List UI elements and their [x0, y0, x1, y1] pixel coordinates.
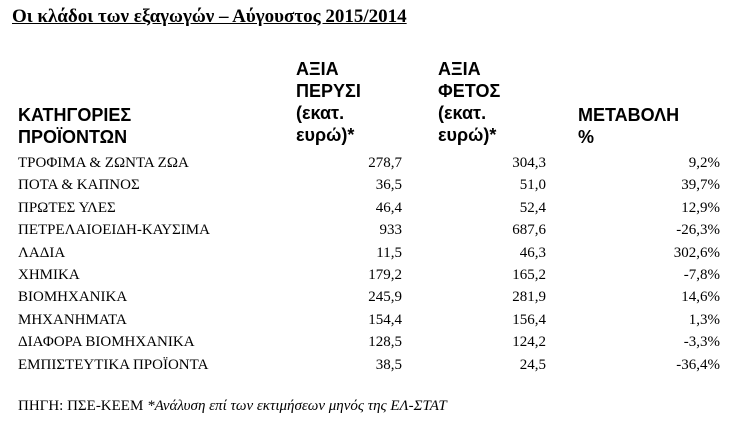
previous-value-cell: 154,4 [368, 311, 402, 328]
current-value-cell: 52,4 [519, 199, 546, 216]
current-value-cell: 304,3 [512, 155, 546, 171]
header-line: ευρώ)* [296, 125, 355, 145]
source-label: ΠΗΓΗ: ΠΣΕ-ΚΕΕΜ [18, 398, 148, 414]
current-value-cell: 124,2 [512, 334, 546, 351]
category-cell: ΒΙΟΜΗΧΑΝΙΚΑ [18, 289, 128, 306]
table-row [0, 331, 748, 353]
current-value-cell: 51,0 [519, 177, 546, 194]
page-title: Οι κλάδοι των εξαγωγών – Αύγουστος 2015/2014 [12, 6, 407, 27]
table-row [0, 264, 748, 286]
column-header-previous-value [296, 58, 361, 146]
column-header-change [578, 104, 679, 148]
header-line: ΜΕΤΑΒΟΛΗ [578, 105, 680, 125]
previous-value-cell: 38,5 [375, 356, 402, 373]
column-header-category [18, 104, 131, 148]
change-cell: 302,6% [673, 244, 720, 261]
table-row [0, 152, 748, 174]
previous-value-cell: 179,2 [368, 266, 402, 283]
current-value-cell: 46,3 [519, 244, 546, 261]
header-line: ΚΑΤΗΓΟΡΙΕΣ [18, 105, 132, 125]
change-cell: 39,7% [681, 177, 720, 194]
header-line: ΠΡΟΪΟΝΤΩΝ [18, 127, 128, 147]
table-row [0, 174, 748, 196]
category-cell: ΤΡΟΦΙΜΑ & ΖΩΝΤΑ ΖΩΑ [18, 155, 189, 171]
header-line: ΑΞΙΑ [438, 59, 481, 79]
header-line: ΠΕΡΥΣΙ [296, 81, 361, 101]
change-cell: 1,3% [688, 311, 720, 328]
change-cell: -36,4% [676, 356, 720, 373]
previous-value-cell: 11,5 [376, 244, 402, 261]
previous-value-cell: 128,5 [368, 334, 402, 351]
previous-value-cell: 245,9 [368, 289, 402, 306]
table-row [0, 354, 748, 376]
category-cell: ΠΡΩΤΕΣ ΥΛΕΣ [18, 199, 116, 216]
current-value-cell: 165,2 [512, 266, 546, 283]
category-cell: ΔΙΑΦΟΡΑ ΒΙΟΜΗΧΑΝΙΚΑ [18, 334, 195, 351]
category-cell: ΜΗΧΑΝΗΜΑΤΑ [18, 311, 127, 328]
category-cell: ΠΕΤΡΕΛΑΙΟΕΙΔΗ-ΚΑΥΣΙΜΑ [18, 222, 210, 239]
header-line: ΑΞΙΑ [296, 59, 339, 79]
table-row [0, 309, 748, 331]
column-header-current-value [438, 58, 500, 146]
current-value-cell: 281,9 [512, 289, 546, 306]
header-line: % [578, 127, 595, 147]
previous-value-cell: 278,7 [368, 155, 402, 171]
change-cell: 12,9% [681, 199, 720, 216]
previous-value-cell: 46,4 [375, 199, 402, 216]
change-cell: -26,3% [676, 222, 720, 239]
previous-value-cell: 933 [379, 222, 402, 239]
change-cell: -3,3% [683, 334, 720, 351]
header-line: ΦΕΤΟΣ [438, 81, 501, 101]
table-row [0, 242, 748, 264]
category-cell: ΧΗΜΙΚΑ [18, 266, 80, 283]
source-footnote [18, 398, 447, 415]
category-cell: ΛΑΔΙΑ [18, 244, 66, 261]
table-row [0, 219, 748, 241]
current-value-cell: 24,5 [519, 356, 546, 373]
category-cell: ΕΜΠΙΣΤΕΥΤΙΚΑ ΠΡΟΪΟΝΤΑ [18, 356, 209, 373]
current-value-cell: 687,6 [512, 222, 546, 239]
category-cell: ΠΟΤΑ & ΚΑΠΝΟΣ [18, 177, 140, 194]
source-note: *Ανάλυση επί των εκτιμήσεων μηνός της ΕΛ-ΣΤΑΤ [147, 398, 447, 414]
table-row [0, 286, 748, 308]
change-cell: -7,8% [683, 266, 720, 283]
header-line: (εκατ. [438, 103, 487, 123]
current-value-cell: 156,4 [512, 311, 546, 328]
previous-value-cell: 36,5 [375, 177, 402, 194]
header-line: (εκατ. [296, 103, 345, 123]
table-row [0, 197, 748, 219]
change-cell: 14,6% [681, 289, 720, 306]
header-line: ευρώ)* [438, 125, 497, 145]
change-cell: 9,2% [688, 155, 720, 171]
exports-table [0, 152, 748, 376]
